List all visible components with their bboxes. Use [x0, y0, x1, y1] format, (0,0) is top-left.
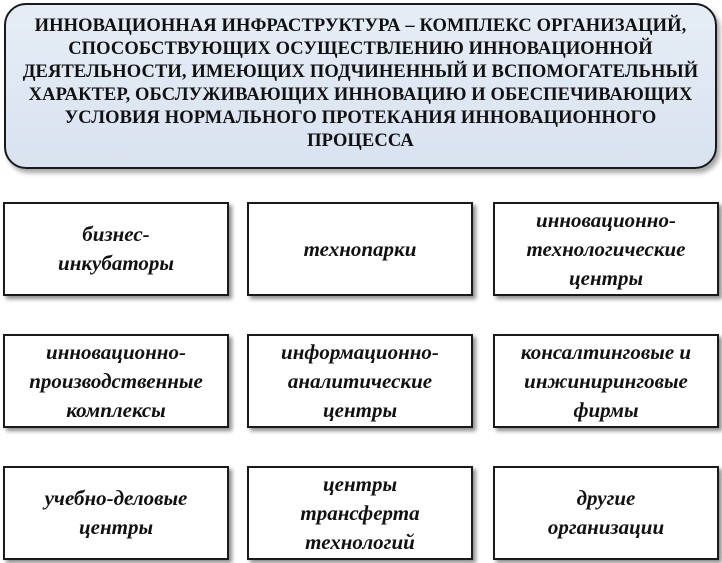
box-label: инновационно- производственные комплексы	[29, 339, 203, 422]
box-business-incubators	[3, 202, 229, 296]
box-consulting-engineering-firms	[493, 334, 719, 428]
box-innovation-technology-centers	[493, 202, 719, 296]
box-innovation-production-complexes	[3, 334, 229, 428]
box-technology-transfer-centers	[247, 466, 473, 560]
box-training-business-centers	[3, 466, 229, 560]
box-label: консалтинговые и инжиниринговые фирмы	[520, 339, 692, 422]
box-label: другие организации	[547, 486, 665, 539]
box-label: технопарки	[303, 236, 417, 261]
box-label: бизнес- инкубаторы	[58, 222, 174, 275]
box-information-analytical-centers	[247, 334, 473, 428]
box-technoparks	[247, 202, 473, 296]
box-label: информационно- аналитические центры	[281, 339, 439, 422]
box-label: инновационно- технологические центры	[526, 207, 686, 290]
box-label: учебно-деловые центры	[44, 486, 188, 539]
box-label: центры трансферта технологий	[300, 471, 420, 554]
definition-text: ИННОВАЦИОННАЯ ИНФРАСТРУКТУРА – КОМПЛЕКС ОРГАНИЗАЦИЙ, СПОСОБСТВУЮЩИХ ОСУЩЕСТВЛЕНИЮ ИННОВАЦИОННОЙ ДЕЯТЕЛЬНОСТИ, ИМЕЮЩИХ ПОДЧИНЕННЫЙ И ВСПОМОГАТЕЛЬНЫЙ ХАРАКТЕР, ОБСЛУЖИВАЮЩИХ ИННОВАЦИЮ И ОБЕСПЕЧИВАЮЩИХ УСЛОВИЯ НОРМАЛЬНОГО ПРОТЕКАНИЯ ИННОВАЦИОННОГО ПРОЦЕССА	[22, 16, 699, 151]
box-other-organizations	[493, 466, 719, 560]
